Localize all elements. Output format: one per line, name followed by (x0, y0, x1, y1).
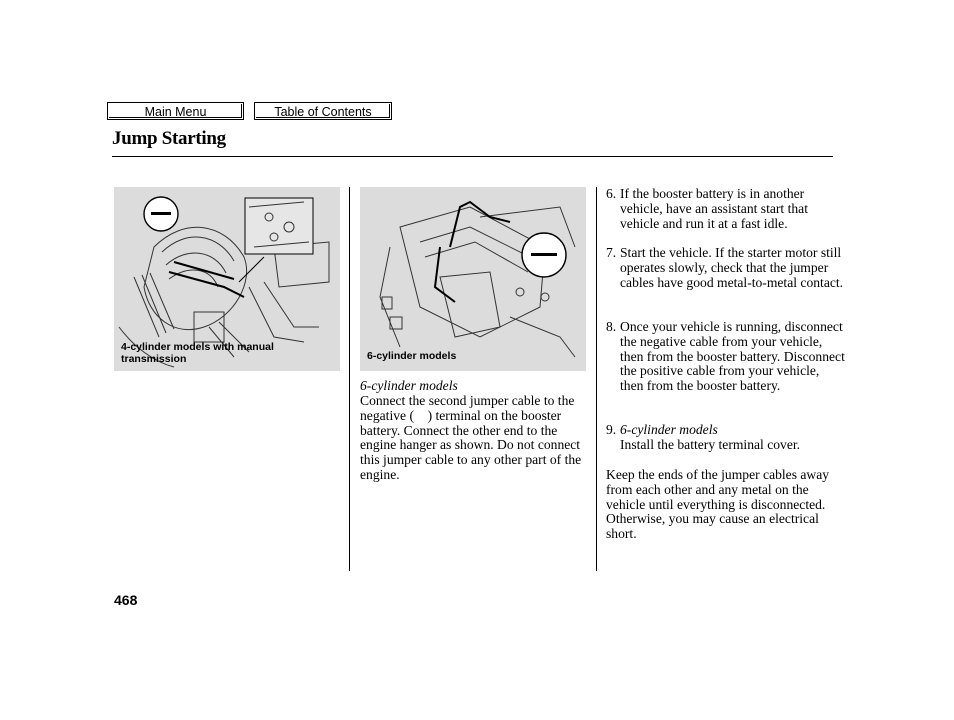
step-text: If the booster battery is in another vehicle, have an assistant start that vehicle and run it at a fast idle. (620, 186, 808, 231)
middle-section-heading: 6-cylinder models (360, 378, 458, 393)
engine-illustration-6cyl (360, 187, 586, 371)
figure-caption-6cyl: 6-cylinder models (367, 350, 457, 362)
page-number: 468 (114, 592, 138, 608)
table-of-contents-button[interactable] (254, 102, 392, 120)
step-9 (606, 423, 846, 453)
step-number: 8. (606, 319, 617, 334)
step-text: Start the vehicle. If the starter motor still operates slowly, check that the jumper cables have good metal-to-metal contact. (620, 245, 844, 290)
middle-paragraph: Connect the second jumper cable to the negative ( ) terminal on the booster battery. Connect the other end to the engine hanger as shown. Do not connect this jumper cable to any other part of the engine. (360, 393, 582, 482)
column-divider-2 (596, 187, 597, 571)
step-heading: 6-cylinder models (620, 422, 718, 437)
table-of-contents-label: Table of Contents (274, 105, 372, 119)
engine-illustration-4cyl (114, 187, 340, 371)
step-7 (606, 246, 846, 290)
step-8 (606, 320, 846, 394)
figure-caption-4cyl: 4-cylinder models with manual transmission (121, 341, 274, 365)
main-menu-button[interactable] (107, 102, 244, 120)
closing-paragraph: Keep the ends of the jumper cables away from each other and any metal on the vehicle until everything is disconnected. Otherwise, you may cause an electrical short. (606, 467, 830, 542)
step-6 (606, 187, 846, 231)
step-number: 9. (606, 422, 617, 437)
page-title: Jump Starting (112, 128, 226, 149)
column-divider-1 (349, 187, 350, 571)
step-number: 7. (606, 245, 617, 260)
main-menu-label: Main Menu (144, 105, 207, 119)
engine-drawing-6cyl (360, 187, 586, 371)
title-rule (112, 156, 833, 157)
step-number: 6. (606, 186, 617, 201)
step-text: Install the battery terminal cover. (620, 436, 801, 452)
step-text: Once your vehicle is running, disconnect the negative cable from your vehicle, then from the booster battery. Disconnect the positive cable from your vehicle, then from the booster battery. (620, 319, 845, 394)
